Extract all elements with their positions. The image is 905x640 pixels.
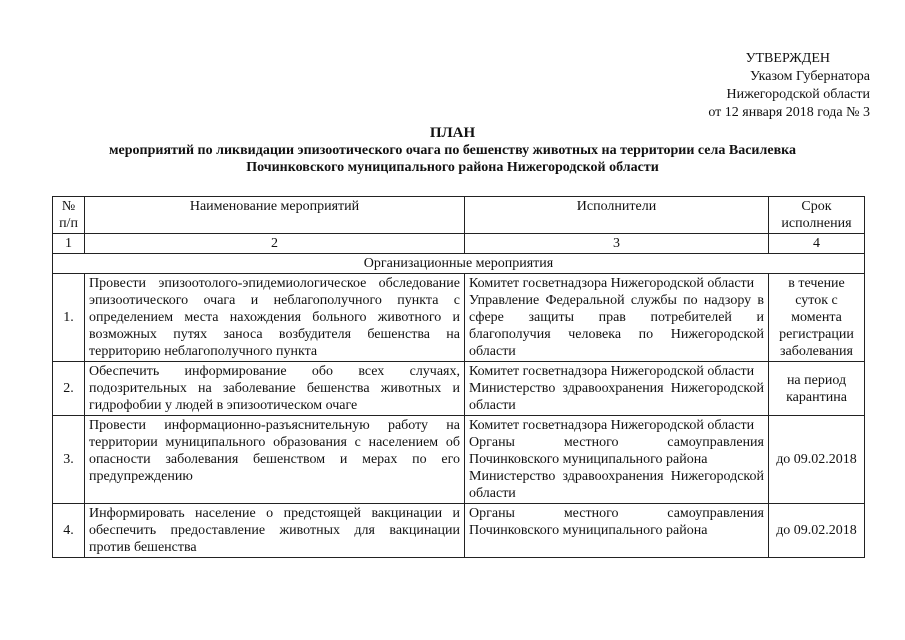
table-row <box>53 362 865 416</box>
executor: Министерство здравоохранения Нижегородской области <box>469 381 764 413</box>
executor: Комитет госветнадзора Нижегородской области <box>469 364 755 379</box>
section-row <box>53 254 865 274</box>
table-index-row <box>53 234 865 254</box>
plan-title: ПЛАН <box>429 125 476 141</box>
row-term: до 09.02.2018 <box>769 416 865 504</box>
table-row <box>53 274 865 362</box>
plan-subtitle-2: Починковского муниципального района Нижегородской области <box>246 160 659 175</box>
executor: Комитет госветнадзора Нижегородской области <box>469 418 755 433</box>
approval-line-3: от 12 января 2018 года № 3 <box>708 105 870 120</box>
row-executors <box>465 274 769 362</box>
plan-heading <box>0 125 905 176</box>
plan-table <box>52 196 865 558</box>
index-cell: 1 <box>53 234 85 254</box>
row-activity: Провести информационно-разъяснительную работу на территории муниципального образования с населением об опасности заболевания бешенством и мерах по его предупреждению <box>85 416 465 504</box>
row-term: до 09.02.2018 <box>769 504 865 558</box>
row-executors <box>465 416 769 504</box>
approval-line-2: Нижегородской области <box>726 87 870 102</box>
table-row <box>53 416 865 504</box>
row-number: 2. <box>53 362 85 416</box>
row-activity: Обеспечить информирование обо всех случаях, подозрительных на заболевание бешенства животных и гидрофобии у людей в эпизоотическом очаге <box>85 362 465 416</box>
header-term: Срок исполнения <box>769 197 865 234</box>
plan-subtitle-1: мероприятий по ликвидации эпизоотического очага по бешенству животных на территории села Василевка <box>109 143 796 158</box>
row-activity: Провести эпизоотолого-эпидемиологическое обследование эпизоотического очага и неблагополучного пункта с определением места нахождения больного животного и возможных путях заноса возбудителя бешенства на территорию неблагополучного пункта <box>85 274 465 362</box>
section-title: Организационные мероприятия <box>53 254 865 274</box>
executor: Органы местного самоуправления Починковского муниципального района <box>469 435 764 467</box>
executor: Управление Федеральной службы по надзору в сфере защиты прав потребителей и благополучия человека по Нижегородской области <box>469 293 764 359</box>
index-cell: 3 <box>465 234 769 254</box>
row-term: на период карантина <box>769 362 865 416</box>
row-number: 3. <box>53 416 85 504</box>
index-cell: 2 <box>85 234 465 254</box>
row-number: 1. <box>53 274 85 362</box>
executor: Министерство здравоохранения Нижегородской области <box>469 469 764 501</box>
header-exec: Исполнители <box>465 197 769 234</box>
approval-stamp <box>560 50 870 122</box>
row-term: в течение суток с момента регистрации заболевания <box>769 274 865 362</box>
approval-title: УТВЕРЖДЕН <box>745 51 830 66</box>
row-executors <box>465 504 769 558</box>
row-activity: Информировать население о предстоящей вакцинации и обеспечить предоставление животных для вакцинации против бешенства <box>85 504 465 558</box>
approval-line-1: Указом Губернатора <box>749 69 870 84</box>
header-num: № п/п <box>53 197 85 234</box>
executor: Комитет госветнадзора Нижегородской области <box>469 276 755 291</box>
table-row <box>53 504 865 558</box>
row-executors <box>465 362 769 416</box>
index-cell: 4 <box>769 234 865 254</box>
row-number: 4. <box>53 504 85 558</box>
executor: Органы местного самоуправления Починковского муниципального района <box>469 506 764 538</box>
table-header-row <box>53 197 865 234</box>
header-name: Наименование мероприятий <box>85 197 465 234</box>
